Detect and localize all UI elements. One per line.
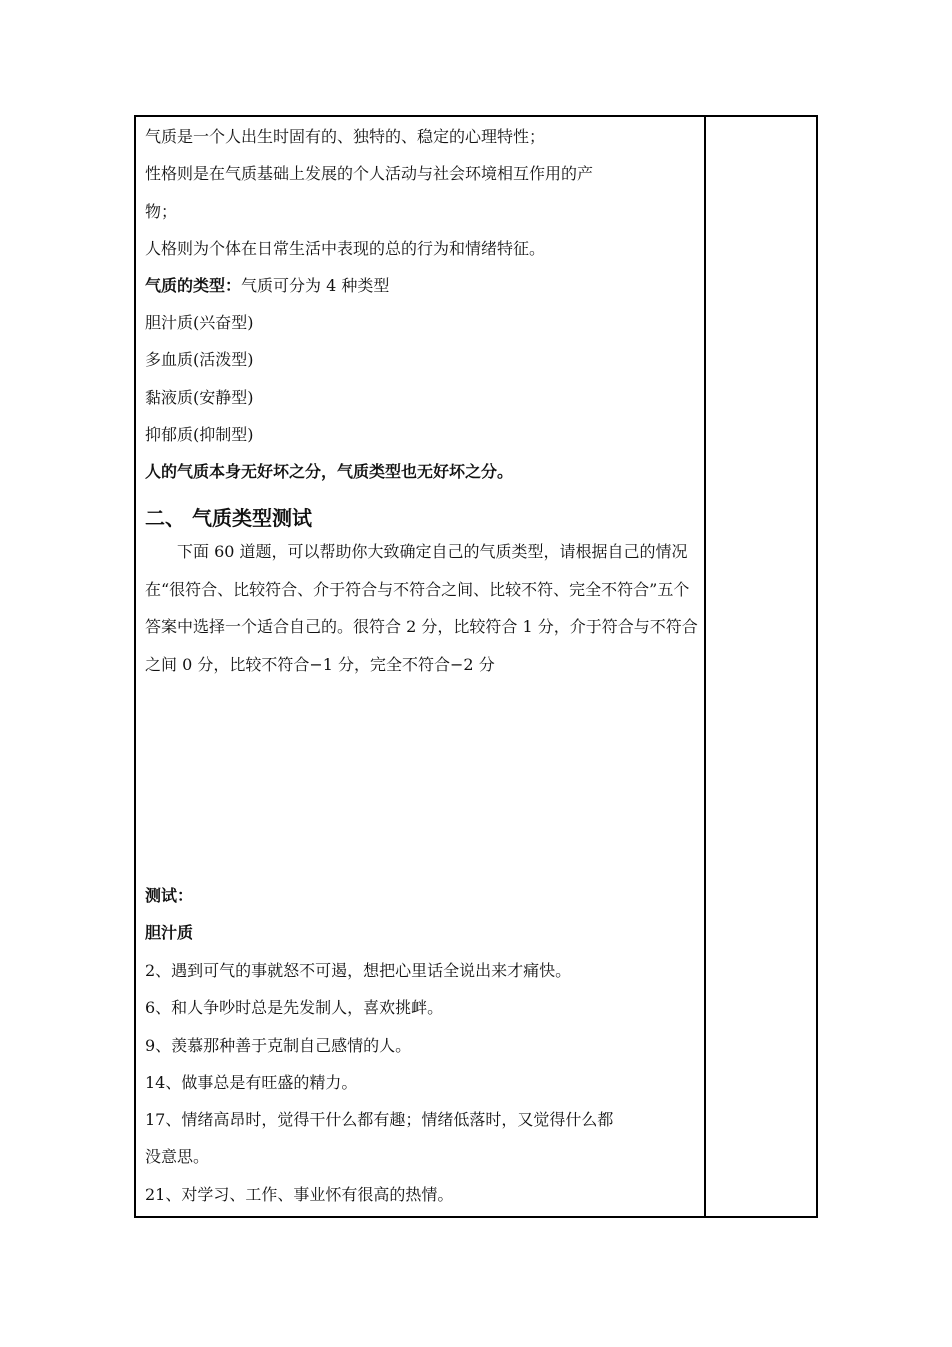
types-label: 气质的类型： [145, 276, 242, 295]
conclusion-text: 人的气质本身无好坏之分，气质类型也无好坏之分。 [145, 462, 514, 481]
type-item: 抑郁质(抑制型) [145, 425, 254, 444]
type-item: 胆汁质(兴奋型) [145, 313, 254, 332]
intro-line: 性格则是在气质基础上发展的个人活动与社会环境相互作用的产 [145, 164, 594, 183]
types-text: 气质可分为 4 种类型 [241, 276, 390, 295]
test-item: 14、做事总是有旺盛的精力。 [145, 1073, 358, 1092]
section-heading: 二、 气质类型测试 [145, 506, 312, 530]
intro-line: 人格则为个体在日常生活中表现的总的行为和情绪特征。 [145, 239, 546, 258]
intro-line: 气质是一个人出生时固有的、独特的、稳定的心理特性； [145, 127, 546, 146]
test-item: 21、对学习、工作、事业怀有很高的热情。 [145, 1185, 454, 1204]
column-divider [704, 115, 706, 1218]
test-item: 2、遇到可气的事就怒不可遏，想把心里话全说出来才痛快。 [145, 961, 572, 980]
test-item: 没意思。 [145, 1147, 210, 1166]
test-item: 17、情绪高昂时，觉得干什么都有趣；情绪低落时，又觉得什么都 [145, 1110, 614, 1129]
test-label: 测试： [145, 886, 194, 905]
type-item: 黏液质(安静型) [145, 388, 254, 407]
type-item: 多血质(活泼型) [145, 350, 254, 369]
test-item: 9、羡慕那种善于克制自己感情的人。 [145, 1036, 412, 1055]
intro-line: 物； [145, 202, 178, 221]
types-line [145, 275, 389, 297]
test-item: 6、和人争吵时总是先发制人，喜欢挑衅。 [145, 998, 444, 1017]
test-category: 胆汁质 [145, 923, 194, 942]
instructions-paragraph: 下面 60 道题，可以帮助你大致确定自己的气质类型，请根据自己的情况在“很符合、比较符合、介于符合与不符合之间、比较不符、完全不符合”五个答案中选择一个适合自己的。很符合 2 分，比较符合 1 分，介于符合与不符合之间 0 分，比较不符合−1 分，完全不符合−2 分 [145, 542, 698, 675]
